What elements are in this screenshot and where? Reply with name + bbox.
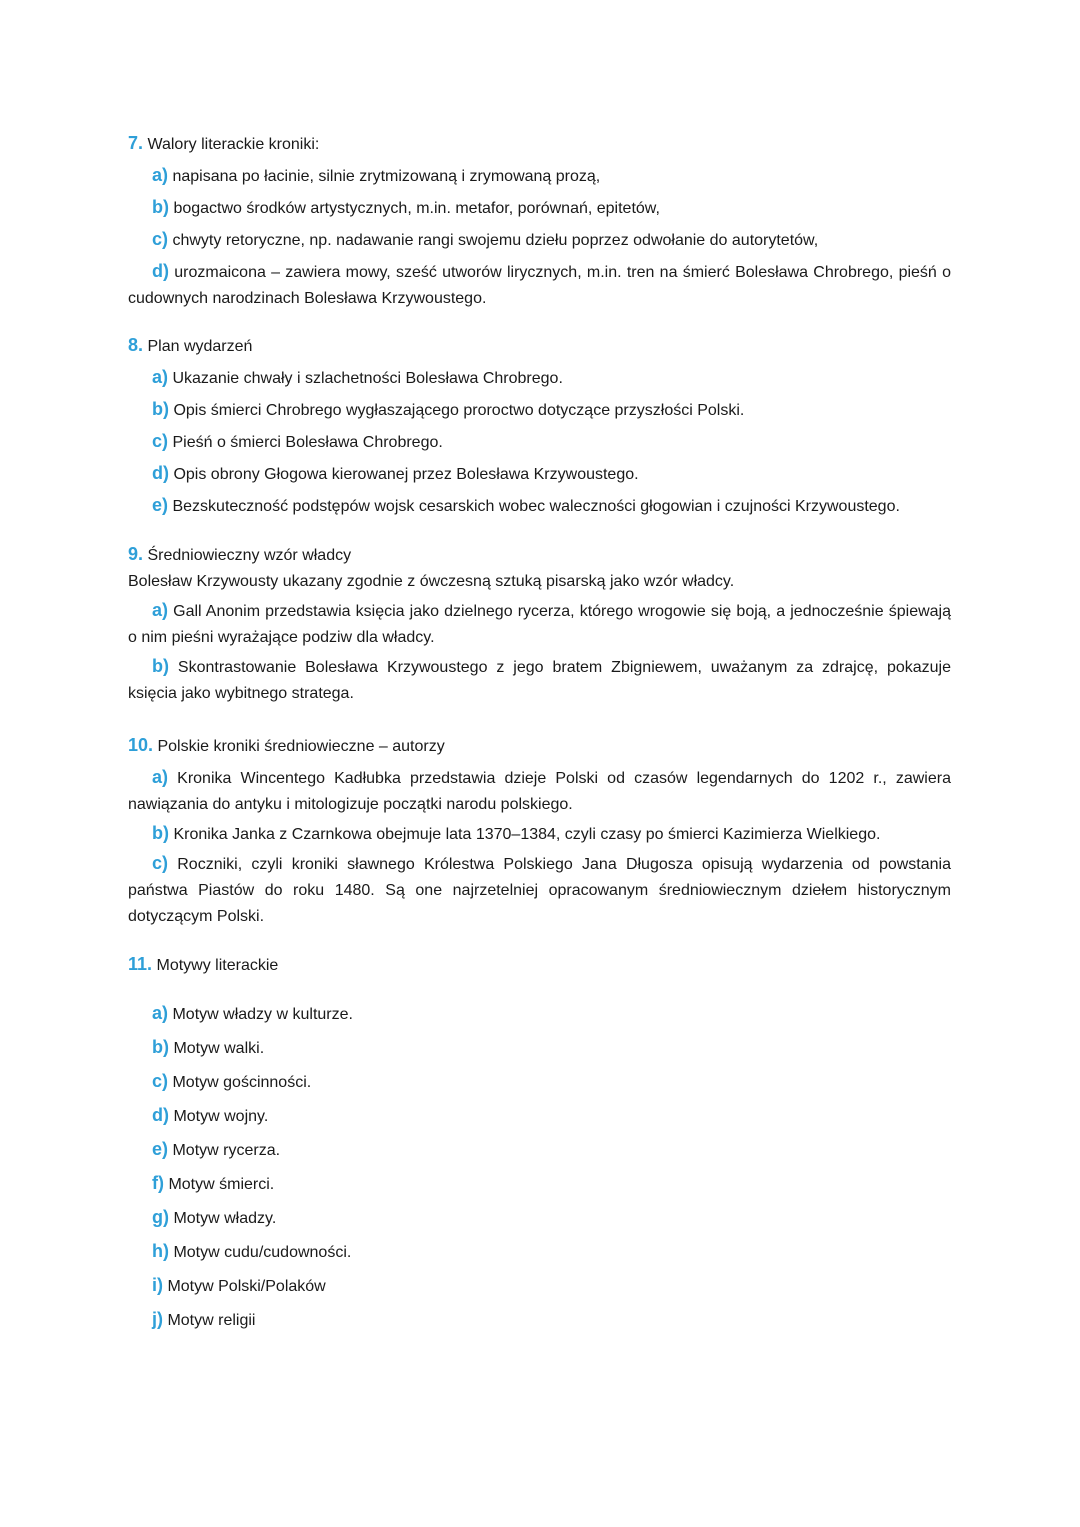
motif-list: [128, 997, 951, 1337]
item-label: d): [152, 261, 169, 281]
motif-item-i: [128, 1269, 951, 1303]
section-7-item-b: [128, 194, 951, 222]
motif-item-b: [128, 1031, 951, 1065]
item-text: Opis obrony Głogowa kierowanej przez Bolesława Krzywoustego.: [173, 466, 639, 483]
section-9-number: 9.: [128, 544, 144, 564]
item-text: Kronika Janka z Czarnkowa obejmuje lata 1370–1384, czyli czasy po śmierci Kazimierza Wielkiego.: [173, 826, 881, 843]
section-10-item-b: [128, 820, 951, 848]
item-label: c): [152, 229, 169, 249]
section-7-item-c: [128, 226, 951, 254]
item-label: e): [152, 495, 169, 515]
item-label: h): [152, 1241, 169, 1261]
section-9-item-a: [128, 597, 951, 651]
item-label: d): [152, 1105, 169, 1125]
section-9-intro: Bolesław Krzywousty ukazany zgodnie z ówczesną sztuką pisarską jako wzór władcy.: [128, 573, 735, 590]
item-text: Roczniki, czyli kroniki sławnego Królestwa Polskiego Jana Długosza opisują wydarzenia od powstania państwa Piastów do roku 1480. Są one najrzetelniej opracowanym średniowiecznym dziełem historycznym dotyczącym Polski.: [128, 856, 951, 925]
item-text: Motyw walki.: [173, 1040, 265, 1057]
section-8-item-d: [128, 460, 951, 488]
section-8-item-b: [128, 396, 951, 424]
item-text: chwyty retoryczne, np. nadawanie rangi swojemu dziełu poprzez odwołanie do autorytetów,: [172, 232, 819, 249]
section-10-heading: [128, 734, 951, 758]
motif-item-f: [128, 1167, 951, 1201]
section-8-title: Plan wydarzeń: [147, 338, 253, 355]
motif-item-c: [128, 1065, 951, 1099]
item-label: c): [152, 853, 169, 873]
section-10-item-a: [128, 764, 951, 818]
section-8-heading: [128, 334, 951, 358]
motif-item-a: [128, 997, 951, 1031]
item-text: Motyw Polski/Polaków: [167, 1278, 326, 1295]
section-7-item-a: [128, 162, 951, 190]
item-label: a): [152, 165, 169, 185]
section-9-title: Średniowieczny wzór władcy: [147, 547, 352, 564]
section-7-number: 7.: [128, 133, 144, 153]
item-text: Motyw gościnności.: [172, 1074, 312, 1091]
item-label: j): [152, 1309, 163, 1329]
item-label: d): [152, 463, 169, 483]
section-7-item-d: [128, 258, 951, 312]
motif-item-j: [128, 1303, 951, 1337]
item-label: a): [152, 767, 169, 787]
section-10: [128, 734, 951, 930]
item-label: i): [152, 1275, 163, 1295]
item-label: b): [152, 197, 169, 217]
section-9-item-b: [128, 653, 951, 707]
motif-item-h: [128, 1235, 951, 1269]
item-text: Motyw władzy w kulturze.: [172, 1006, 353, 1023]
item-text: Opis śmierci Chrobrego wygłaszającego proroctwo dotyczące przyszłości Polski.: [173, 402, 745, 419]
motif-item-e: [128, 1133, 951, 1167]
item-text: bogactwo środków artystycznych, m.in. metafor, porównań, epitetów,: [173, 200, 660, 217]
item-label: b): [152, 1037, 169, 1057]
section-7-heading: [128, 132, 951, 156]
item-text: Bezskuteczność podstępów wojsk cesarskich wobec waleczności głogowian i czujności Krzywoustego.: [172, 498, 900, 515]
item-text: Ukazanie chwały i szlachetności Bolesława Chrobrego.: [172, 370, 563, 387]
item-text: Motyw władzy.: [173, 1210, 277, 1227]
item-label: a): [152, 600, 169, 620]
section-10-item-c: [128, 850, 951, 930]
section-11-title: Motywy literackie: [156, 957, 279, 974]
item-text: Skontrastowanie Bolesława Krzywoustego z jego bratem Zbigniewem, uważanym za zdrajcę, pokazuje księcia jako wybitnego stratega.: [128, 659, 951, 702]
section-8-item-a: [128, 364, 951, 392]
item-label: c): [152, 431, 169, 451]
section-8: [128, 334, 951, 520]
section-11-number: 11.: [128, 954, 153, 974]
item-text: Motyw śmierci.: [168, 1176, 275, 1193]
item-text: Kronika Wincentego Kadłubka przedstawia dzieje Polski od czasów legendarnych do 1202 r., zawiera nawiązania do antyku i mitologizuje początki narodu polskiego.: [128, 770, 951, 813]
item-text: Motyw cudu/cudowności.: [173, 1244, 352, 1261]
motif-item-d: [128, 1099, 951, 1133]
item-label: c): [152, 1071, 169, 1091]
section-11: [128, 953, 951, 1337]
item-text: Pieśń o śmierci Bolesława Chrobrego.: [172, 434, 443, 451]
section-9: [128, 543, 951, 707]
item-text: napisana po łacinie, silnie zrytmizowaną i zrymowaną prozą,: [172, 168, 601, 185]
item-label: b): [152, 823, 169, 843]
section-7: [128, 132, 951, 312]
section-7-title: Walory literackie kroniki:: [147, 136, 320, 153]
item-label: e): [152, 1139, 169, 1159]
section-8-number: 8.: [128, 335, 144, 355]
item-label: g): [152, 1207, 169, 1227]
item-label: b): [152, 656, 169, 676]
item-text: Motyw wojny.: [173, 1108, 269, 1125]
section-10-number: 10.: [128, 735, 154, 755]
item-text: Motyw religii: [167, 1312, 256, 1329]
item-text: Gall Anonim przedstawia księcia jako dzielnego rycerza, którego wrogowie się boją, a jednocześnie śpiewają o nim pieśni wyrażające podziw dla władcy.: [128, 603, 951, 646]
section-8-item-e: [128, 492, 951, 520]
item-label: a): [152, 367, 169, 387]
item-label: b): [152, 399, 169, 419]
section-8-item-c: [128, 428, 951, 456]
section-9-heading: [128, 543, 951, 567]
item-text: Motyw rycerza.: [172, 1142, 281, 1159]
item-text: urozmaicona – zawiera mowy, sześć utworów lirycznych, m.in. tren na śmierć Bolesława Chrobrego, pieśń o cudownych narodzinach Bolesława Krzywoustego.: [128, 264, 951, 307]
item-label: f): [152, 1173, 164, 1193]
section-10-title: Polskie kroniki średniowieczne – autorzy: [157, 738, 445, 755]
section-11-heading: [128, 953, 951, 977]
motif-item-g: [128, 1201, 951, 1235]
item-label: a): [152, 1003, 169, 1023]
